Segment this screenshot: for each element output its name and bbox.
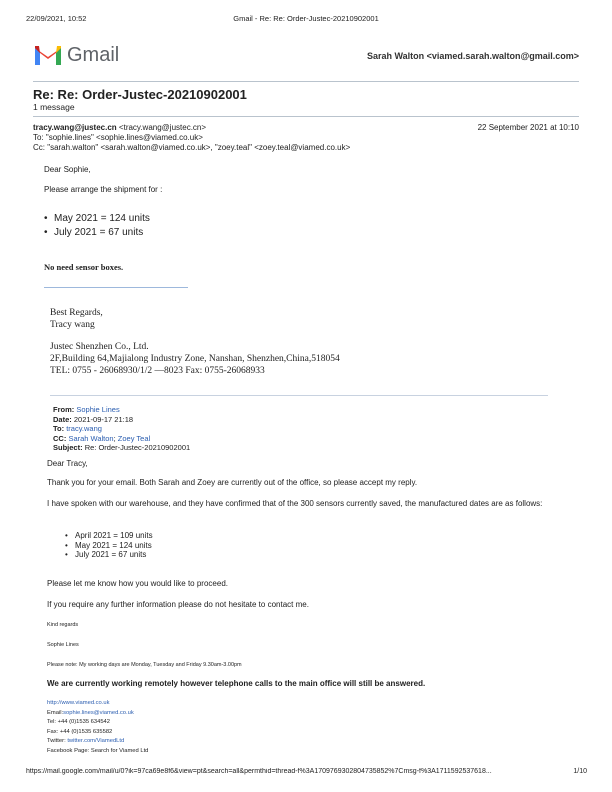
quoted-to-link[interactable]: tracy.wang <box>66 424 102 433</box>
sig-name: Tracy wang <box>50 320 95 330</box>
quoted-from-link[interactable]: Sophie Lines <box>76 405 120 414</box>
sender-address: <tracy.wang@justec.cn> <box>118 123 207 132</box>
message-to: To: "sophie.lines" <sophie.lines@viamed.co.uk> <box>33 133 203 142</box>
gmail-logo-text: Gmail <box>67 44 120 66</box>
tel-line: Tel: +44 (0)1535 634542 <box>47 719 111 725</box>
signature-divider <box>44 287 188 288</box>
list-item: • July 2021 = 67 units <box>75 550 153 560</box>
account-label: Sarah Walton <viamed.sarah.walton@gmail.com> <box>366 51 579 61</box>
quoted-subject: Re: Order-Justec-20210902001 <box>84 443 191 452</box>
gmail-logo-icon[interactable] <box>33 44 63 66</box>
facebook-line: Facebook Page: Search for Viamed Ltd <box>47 747 149 754</box>
quote-divider <box>50 395 548 396</box>
body-intro: Please arrange the shipment for : <box>44 185 163 194</box>
sig-company: Justec Shenzhen Co., Ltd. <box>50 342 149 352</box>
quoted-date: 2021-09-17 21:18 <box>73 414 134 424</box>
list-item: • May 2021 = 124 units <box>54 212 150 226</box>
quoted-cc-label: CC: <box>53 433 67 443</box>
email-label: Email: <box>47 709 64 716</box>
quoted-working-hours: Please note: My working days are Monday, Tuesday and Friday 9.30am-3.00pm <box>47 662 242 668</box>
thread-subject: Re: Re: Order-Justec-20210902001 <box>33 87 247 102</box>
quoted-bullet-list <box>75 531 153 560</box>
print-footer-url: https://mail.google.com/mail/u/0?ik=97ca69e8f6&view=pt&search=all&permthid=thread-f%3A1709769302804735852%7Cmsg-f%3A1711592537618... <box>26 768 492 775</box>
quoted-paragraph-1: Thank you for your email. Both Sarah and Zoey are currently out of the office, so please accept my reply. <box>47 478 418 487</box>
quoted-paragraph-2: I have spoken with our warehouse, and they have confirmed that of the 300 sensors currently saved, the manufactured dates are as follows: <box>47 499 543 508</box>
twitter-link[interactable]: twitter.com/ViamedLtd <box>67 738 125 744</box>
quoted-greeting: Dear Tracy, <box>47 459 88 468</box>
quoted-cc-separator: ; <box>113 433 116 443</box>
body-greeting: Dear Sophie, <box>44 165 91 174</box>
subject-divider <box>33 116 579 117</box>
print-page-number: 1/10 <box>573 768 587 775</box>
list-item: • July 2021 = 67 units <box>54 226 150 240</box>
quoted-to-label: To: <box>53 424 65 433</box>
fax-line: Fax: +44 (0)1535 635582 <box>47 728 113 735</box>
quoted-remote-notice: We are currently working remotely however telephone calls to the main office will still be answered. <box>47 679 426 688</box>
body-bullet-list <box>54 212 150 240</box>
quoted-paragraph-4: If you require any further information please do not hesitate to contact me. <box>47 600 309 609</box>
quoted-signature-name: Sophie Lines <box>47 642 79 648</box>
sig-regards: Best Regards, <box>50 308 103 318</box>
quoted-date-label: Date: <box>53 414 72 424</box>
quoted-from-label: From: <box>53 405 75 414</box>
quoted-header <box>53 405 190 453</box>
quoted-kind-regards: Kind regards <box>47 622 79 628</box>
sig-phone: TEL: 0755 - 26068930/1/2 —8023 Fax: 0755-26068933 <box>50 366 265 376</box>
list-item: • May 2021 = 124 units <box>75 541 153 551</box>
twitter-label: Twitter: <box>47 738 66 744</box>
message-date: 22 September 2021 at 10:10 <box>477 123 579 132</box>
signature-block <box>50 307 340 377</box>
quoted-subject-label: Subject: <box>53 443 83 452</box>
quoted-contact-block <box>47 699 148 756</box>
sig-address: 2F,Building 64,Majialong Industry Zone, Nanshan, Shenzhen,China,518054 <box>50 354 340 364</box>
print-datetime: 22/09/2021, 10:52 <box>26 14 87 23</box>
message-cc: Cc: "sarah.walton" <sarah.walton@viamed.co.uk>, "zoey.teal" <zoey.teal@viamed.co.uk> <box>33 143 351 152</box>
quoted-cc-link-1[interactable]: Sarah Walton <box>68 433 114 443</box>
print-title: Gmail - Re: Re: Order-Justec-20210902001 <box>233 14 379 23</box>
quoted-cc-link-2[interactable]: Zoey Teal <box>117 433 151 443</box>
body-note: No need sensor boxes. <box>44 262 124 272</box>
email-link[interactable]: sophie.lines@viamed.co.uk <box>63 709 134 716</box>
message-from <box>33 123 206 133</box>
sender-name[interactable]: tracy.wang@justec.cn <box>33 123 117 132</box>
list-item: • April 2021 = 109 units <box>75 531 153 541</box>
quoted-paragraph-3: Please let me know how you would like to proceed. <box>47 579 228 588</box>
header-divider <box>33 81 579 82</box>
message-count: 1 message <box>33 102 75 112</box>
website-link[interactable]: http://www.viamed.co.uk <box>47 700 110 706</box>
